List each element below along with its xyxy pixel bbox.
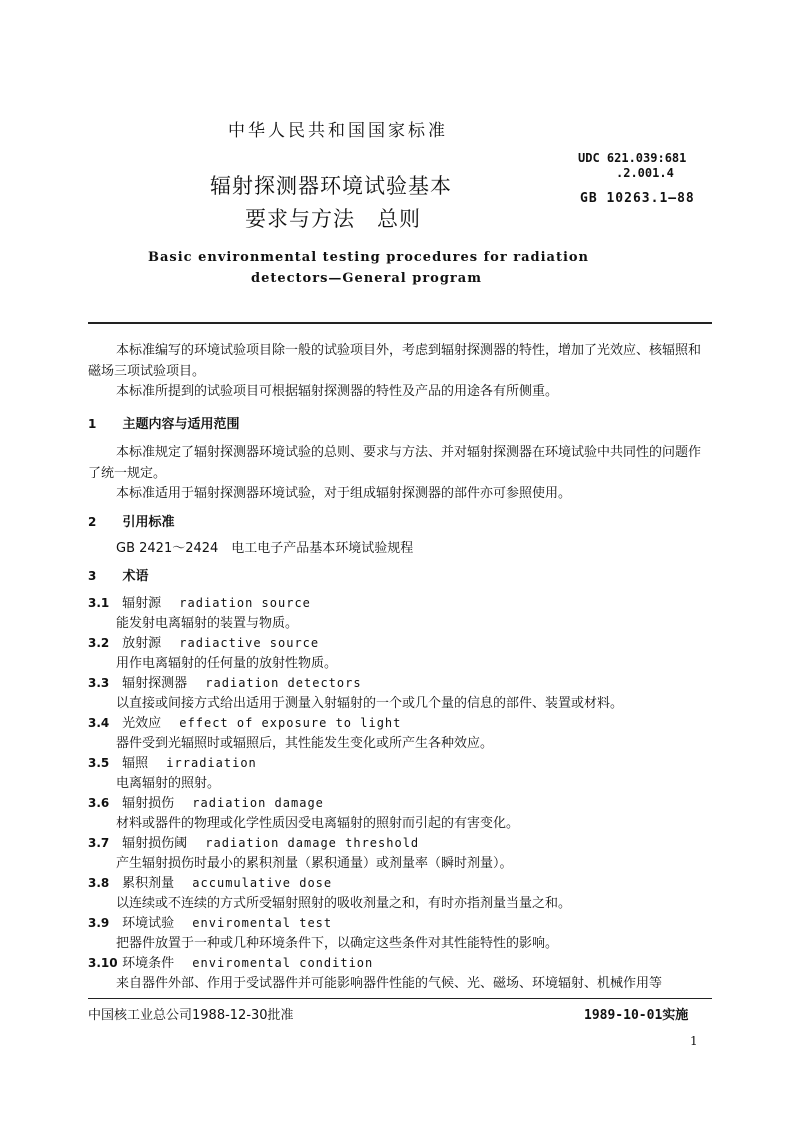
udc-line2: .2.001.4 (616, 166, 674, 180)
title-en-line2: detectors—General program (251, 271, 482, 286)
term-cn: 环境条件 (122, 956, 175, 971)
footer-rule (88, 998, 712, 999)
term-row (88, 632, 319, 651)
term-en: enviromental condition (192, 956, 374, 970)
section-1-heading (88, 413, 240, 432)
term-cn: 辐射损伤 (122, 796, 175, 811)
term-definition: 来自器件外部、作用于受试器件并可能影响器件性能的气候、光、磁场、环境辐射、机械作用等 (116, 976, 663, 991)
page-number: 1 (690, 1034, 698, 1048)
term-number: 3.7 (88, 836, 110, 850)
referenced-standard: GB 2421～2424 电工电子产品基本环境试验规程 (116, 541, 414, 556)
term-number: 3.3 (88, 676, 110, 690)
term-cn: 放射源 (122, 636, 162, 651)
term-en: accumulative dose (192, 876, 333, 890)
section-number: 1 (88, 417, 97, 431)
term-definition: 用作电离辐射的任何量的放射性物质。 (116, 656, 338, 671)
term-number: 3.6 (88, 796, 110, 810)
term-number: 3.10 (88, 956, 118, 970)
section-number: 2 (88, 515, 97, 529)
section-title: 术语 (122, 569, 149, 584)
term-cn: 辐射损伤阈 (122, 836, 188, 851)
term-definition: 产生辐射损伤时最小的累积剂量（累积通量）或剂量率（瞬时剂量）。 (116, 856, 513, 871)
term-cn: 光效应 (122, 716, 162, 731)
title-en-line1: Basic environmental testing procedures for radiation (148, 250, 590, 265)
intro-paragraph-1: 本标准编写的环境试验项目除一般的试验项目外，考虑到辐射探测器的特性，增加了光效应、核辐照和磁场三项试验项目。 (88, 343, 702, 379)
udc-line1: UDC 621.039:681 (578, 151, 687, 165)
term-en: irradiation (166, 756, 257, 770)
section-1-paragraph-1: 本标准规定了辐射探测器环境试验的总则、要求与方法、并对辐射探测器在环境试验中共同性的问题作了统一规定。 (88, 445, 702, 481)
term-en: radiation source (179, 596, 311, 610)
section-number: 3 (88, 569, 97, 583)
term-en: radiactive source (179, 636, 320, 650)
term-cn: 辐射源 (122, 596, 162, 611)
term-row (88, 832, 419, 851)
term-cn: 累积剂量 (122, 876, 175, 891)
section-3-heading (88, 565, 149, 584)
title-cn-line1: 辐射探测器环境试验基本 (210, 174, 452, 198)
term-row (88, 792, 324, 811)
term-number: 3.8 (88, 876, 110, 890)
term-definition: 能发射电离辐射的装置与物质。 (116, 616, 299, 631)
section-title: 引用标准 (122, 515, 175, 530)
term-definition: 以连续或不连续的方式所受辐射照射的吸收剂量之和，有时亦指剂量当量之和。 (116, 896, 572, 911)
term-definition: 以直接或间接方式给出适用于测量入射辐射的一个或几个量的信息的部件、装置或材料。 (116, 696, 624, 711)
term-definition: 电离辐射的照射。 (116, 776, 221, 791)
section-1-paragraph-2: 本标准适用于辐射探测器环境试验，对于组成辐射探测器的部件亦可参照使用。 (116, 486, 572, 501)
section-title: 主题内容与适用范围 (122, 417, 240, 432)
title-cn-line2: 要求与方法 总则 (245, 207, 421, 231)
term-en: radiation damage (192, 796, 324, 810)
gb-code: GB 10263.1—88 (580, 191, 695, 206)
term-cn: 辐射探测器 (122, 676, 188, 691)
term-en: radiation damage threshold (205, 836, 420, 850)
intro-paragraph-2: 本标准所提到的试验项目可根据辐射探测器的特性及产品的用途各有所侧重。 (116, 384, 559, 399)
approval-line: 中国核工业总公司1988-12-30批准 (88, 1008, 294, 1023)
standard-type: 中华人民共和国国家标准 (228, 121, 448, 141)
implementation-date: 1989-10-01实施 (584, 1008, 689, 1023)
term-definition: 器件受到光辐照时或辐照后，其性能发生变化或所产生各种效应。 (116, 736, 494, 751)
term-cn: 辐照 (122, 756, 149, 771)
section-2-heading (88, 511, 175, 530)
term-row (88, 592, 311, 611)
term-en: radiation detectors (205, 676, 362, 690)
term-definition: 材料或器件的物理或化学性质因受电离辐射的照射而引起的有害变化。 (116, 816, 520, 831)
term-cn: 环境试验 (122, 916, 175, 931)
term-number: 3.1 (88, 596, 110, 610)
term-number: 3.2 (88, 636, 110, 650)
term-number: 3.4 (88, 716, 110, 730)
term-row (88, 872, 332, 891)
term-number: 3.5 (88, 756, 110, 770)
udc-code (578, 151, 686, 181)
term-number: 3.9 (88, 916, 110, 930)
term-row (88, 712, 401, 731)
header-rule (88, 322, 712, 324)
term-row (88, 952, 373, 971)
term-row (88, 672, 362, 691)
term-row (88, 912, 332, 931)
term-en: enviromental test (192, 916, 333, 930)
term-definition: 把器件放置于一种或几种环境条件下，以确定这些条件对其性能特性的影响。 (116, 936, 559, 951)
term-row (88, 752, 257, 771)
term-en: effect of exposure to light (179, 716, 402, 730)
